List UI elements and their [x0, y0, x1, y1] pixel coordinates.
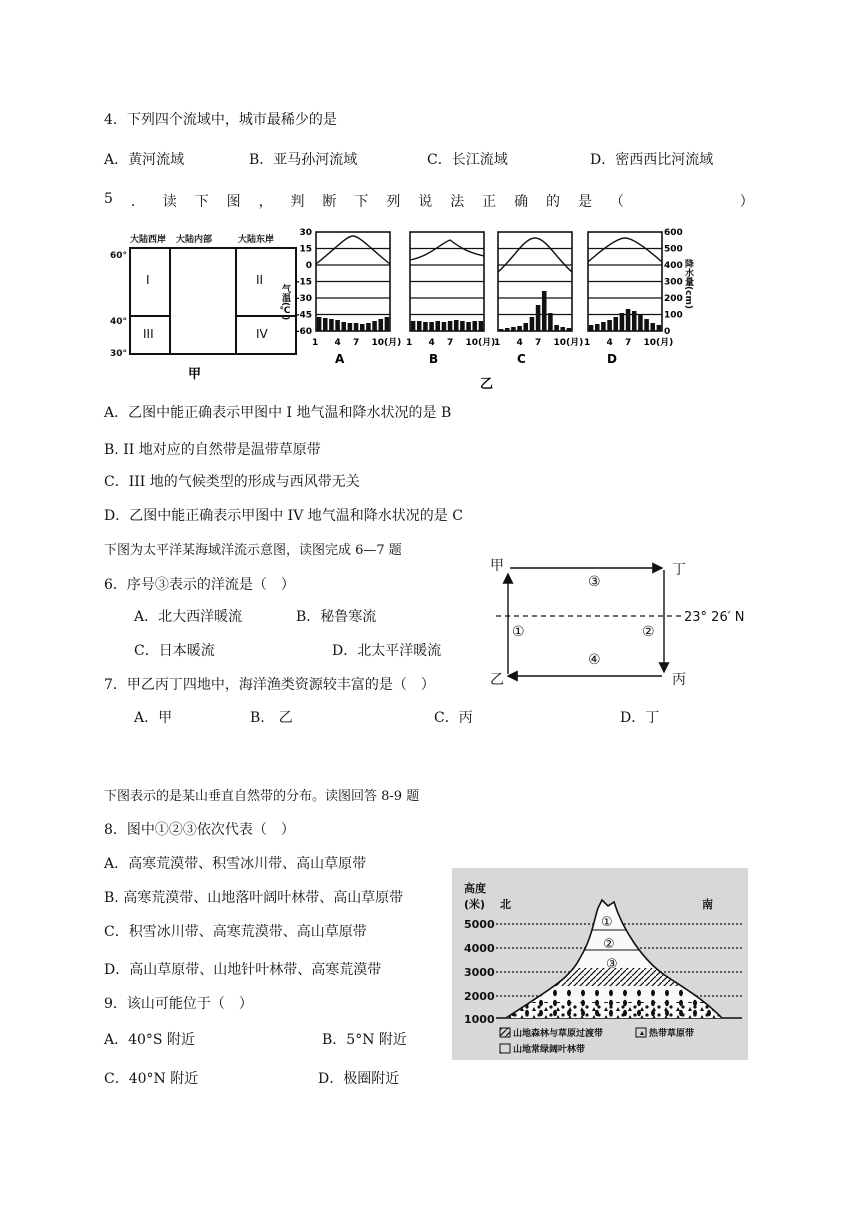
svg-text:I: I [146, 273, 150, 287]
q6-option-d: D．北太平洋暖流 [332, 643, 442, 659]
precip-bar [317, 317, 322, 331]
temp-curve [498, 238, 572, 272]
precip-bar [613, 317, 618, 331]
svg-text:山地森林与草原过渡带: 山地森林与草原过渡带 [513, 1029, 604, 1039]
svg-text:③: ③ [606, 957, 618, 972]
temp-tick: 0 [305, 261, 312, 271]
climate-panel-B [406, 232, 495, 366]
precip-tick: 0 [664, 327, 671, 337]
temp-curve [410, 240, 484, 260]
precip-bar [644, 319, 649, 331]
precip-bar [323, 318, 328, 331]
q8-option-a: A．高寒荒漠带、积雪冰川带、高山草原带 [104, 856, 367, 872]
month-tick: 1 [584, 338, 591, 348]
svg-text:③: ③ [588, 574, 601, 590]
mountain-intro: 下图表示的是某山垂直自然带的分布。读图回答 8-9 题 [104, 789, 420, 804]
precip-bar [372, 321, 377, 331]
q4-option-c: C．长江流域 [427, 152, 508, 168]
precip-bar [411, 321, 416, 331]
panel-label: A [335, 352, 345, 366]
svg-text:乙: 乙 [480, 377, 494, 392]
temp-tick: -15 [295, 277, 312, 288]
q5-stem: 5 ． 读 下 图 ， 判 断 下 列 说 法 正 确 的 是 （ ） [104, 191, 754, 210]
q5-option-c: C．III 地的气候类型的形成与西风带无关 [104, 474, 360, 490]
q6-option-c: C．日本暖流 [134, 643, 215, 659]
svg-text:②: ② [603, 937, 615, 952]
q5-option-d: D．乙图中能正确表示甲图中 IV 地气温和降水状况的是 C [104, 508, 463, 524]
q7-option-b: B. 乙 [250, 710, 293, 726]
precip-bar [479, 321, 484, 331]
svg-text:II: II [256, 273, 264, 287]
month-tick: 10(月) [465, 338, 496, 348]
month-tick: 4 [516, 338, 523, 348]
svg-text:(米): (米) [464, 898, 486, 911]
q6-option-a: A．北大西洋暖流 [134, 609, 243, 625]
precip-bar [423, 322, 428, 331]
svg-text:III: III [143, 327, 154, 341]
precip-axis-label: 降水量(cm) [683, 259, 693, 309]
current-intro: 下图为太平洋某海域洋流示意图，读图完成 6—7 题 [104, 543, 402, 558]
month-tick: 1 [406, 338, 413, 348]
q9-stem: 9．该山可能位于（ ） [104, 996, 253, 1012]
precip-bar [626, 309, 631, 331]
precip-bar [472, 321, 477, 331]
q8-stem: 8．图中①②③依次代表（ ） [104, 822, 295, 838]
corner-yi: 乙 [490, 672, 504, 688]
month-tick: 4 [606, 338, 613, 348]
temp-tick: 30 [299, 228, 312, 238]
svg-text:5000: 5000 [464, 918, 495, 931]
svg-text:3000: 3000 [464, 966, 495, 979]
temp-curve [588, 238, 662, 262]
precip-bar [417, 321, 422, 331]
q7-stem: 7．甲乙丙丁四地中，海洋渔类资源较丰富的是（ ） [104, 677, 435, 693]
q8-option-c: C．积雪冰川带、高寒荒漠带、高山草原带 [104, 924, 367, 940]
precip-bar [638, 315, 643, 331]
precip-bar [567, 328, 572, 331]
precip-bar [554, 325, 559, 331]
precip-bar [360, 324, 365, 331]
q6-stem: 6．序号③表示的洋流是（ ） [104, 577, 295, 593]
svg-text:北: 北 [500, 898, 511, 911]
precip-bar [523, 323, 528, 331]
precip-bar [530, 317, 535, 331]
q5-option-a: A．乙图中能正确表示甲图中 I 地气温和降水状况的是 B [104, 405, 452, 421]
q8-option-d: D．高山草原带、山地针叶林带、高寒荒漠带 [104, 962, 382, 978]
month-tick: 4 [334, 338, 341, 348]
q7-option-d: D．丁 [620, 710, 660, 726]
precip-bar [378, 319, 383, 331]
precip-bar [499, 329, 504, 331]
q4-option-d: D．密西西比河流域 [590, 152, 714, 168]
q9-option-b: B．5°N 附近 [322, 1032, 407, 1048]
q7-option-c: C．丙 [434, 710, 473, 726]
figure-yi [280, 224, 700, 394]
precip-bar [460, 321, 465, 331]
precip-bar [542, 291, 547, 331]
svg-text:30°: 30° [110, 349, 128, 359]
precip-bar [335, 320, 340, 331]
precip-bar [341, 322, 346, 331]
temp-curve [316, 236, 390, 264]
precip-bar [429, 322, 434, 331]
q8-option-b: B. 高寒荒漠带、山地落叶阔叶林带、高山草原带 [104, 890, 404, 906]
precip-bar [620, 313, 625, 331]
q7-option-a: A．甲 [134, 710, 173, 726]
svg-text:①: ① [512, 624, 525, 640]
climate-panel-D [584, 232, 673, 366]
climate-panel-A [312, 232, 401, 366]
month-tick: 7 [447, 338, 454, 348]
precip-bar [454, 320, 459, 331]
svg-text:40°: 40° [110, 317, 128, 327]
precip-bar [548, 313, 553, 331]
precip-bar [435, 321, 440, 331]
precip-bar [348, 323, 353, 331]
temp-tick: -60 [295, 327, 312, 337]
month-tick: 1 [312, 338, 319, 348]
month-tick: 7 [353, 338, 360, 348]
svg-text:大陆东岸: 大陆东岸 [238, 235, 275, 245]
svg-text:大陆西岸: 大陆西岸 [130, 235, 167, 245]
precip-tick: 600 [664, 228, 683, 238]
panel-label: B [429, 352, 439, 366]
precip-tick: 200 [664, 294, 683, 304]
month-tick: 7 [625, 338, 632, 348]
svg-text:①: ① [601, 915, 613, 930]
precip-bar [601, 322, 606, 331]
temp-axis-label: 气温(℃) [280, 284, 290, 321]
temp-tick: -45 [295, 310, 312, 321]
corner-bing: 丙 [672, 672, 686, 688]
precip-bar [632, 311, 637, 331]
precip-bar [595, 324, 600, 331]
precip-tick: 400 [664, 261, 683, 271]
figure-jia [108, 226, 308, 386]
svg-text:山地常绿阔叶林带: 山地常绿阔叶林带 [513, 1045, 586, 1055]
svg-text:大陆内部: 大陆内部 [176, 235, 213, 245]
precip-tick: 500 [664, 244, 683, 255]
svg-text:1000: 1000 [464, 1013, 495, 1026]
precip-bar [366, 323, 371, 331]
precip-bar [466, 322, 471, 331]
month-tick: 10(月) [553, 338, 584, 348]
q5-option-b: B. II 地对应的自然带是温带草原带 [104, 442, 321, 458]
q9-option-c: C．40°N 附近 [104, 1071, 199, 1087]
svg-text:②: ② [642, 624, 655, 640]
precip-bar [560, 327, 565, 331]
precip-bar [448, 321, 453, 331]
precip-bar [329, 319, 334, 331]
corner-ding: 丁 [672, 562, 686, 578]
svg-text:南: 南 [702, 898, 713, 911]
q6-option-b: B．秘鲁寒流 [296, 609, 377, 625]
month-tick: 10(月) [643, 338, 674, 348]
precip-bar [442, 322, 447, 331]
corner-jia: 甲 [490, 558, 504, 574]
svg-text:高度: 高度 [464, 882, 486, 895]
ocean-current-figure [486, 550, 754, 690]
precip-tick: 300 [664, 277, 683, 288]
panel-label: C [517, 352, 526, 366]
temp-tick: -30 [295, 294, 312, 304]
precip-bar [536, 305, 541, 331]
precip-bar [650, 323, 655, 331]
panel-label: D [607, 352, 617, 366]
month-tick: 7 [535, 338, 542, 348]
svg-text:60°: 60° [110, 251, 128, 261]
temp-tick: 15 [299, 244, 312, 255]
month-tick: 4 [428, 338, 435, 348]
q4-option-a: A．黄河流域 [104, 152, 185, 168]
q9-option-d: D．极圈附近 [318, 1071, 400, 1087]
q9-option-a: A．40°S 附近 [104, 1032, 195, 1048]
month-tick: 10(月) [371, 338, 402, 348]
svg-text:④: ④ [588, 652, 601, 668]
q4-stem: 4．下列四个流域中，城市最稀少的是 [104, 112, 337, 128]
svg-text:2000: 2000 [464, 990, 495, 1003]
precip-bar [517, 326, 522, 331]
climate-panel-C [494, 232, 583, 366]
latitude-label: 23° 26′ N [684, 610, 745, 625]
svg-text:IV: IV [256, 327, 268, 341]
q4-option-b: B．亚马孙河流域 [249, 152, 358, 168]
mountain-zone-figure [452, 868, 748, 1060]
svg-text:4000: 4000 [464, 942, 495, 955]
svg-text:甲: 甲 [188, 367, 202, 382]
precip-bar [505, 328, 510, 331]
svg-text:热带草原带: 热带草原带 [649, 1029, 695, 1039]
precip-bar [354, 323, 359, 331]
precip-bar [589, 325, 594, 331]
precip-bar [511, 327, 516, 331]
month-tick: 1 [494, 338, 501, 348]
precip-bar [607, 320, 612, 331]
precip-bar [385, 317, 390, 331]
precip-bar [657, 325, 662, 331]
precip-tick: 100 [664, 310, 683, 321]
